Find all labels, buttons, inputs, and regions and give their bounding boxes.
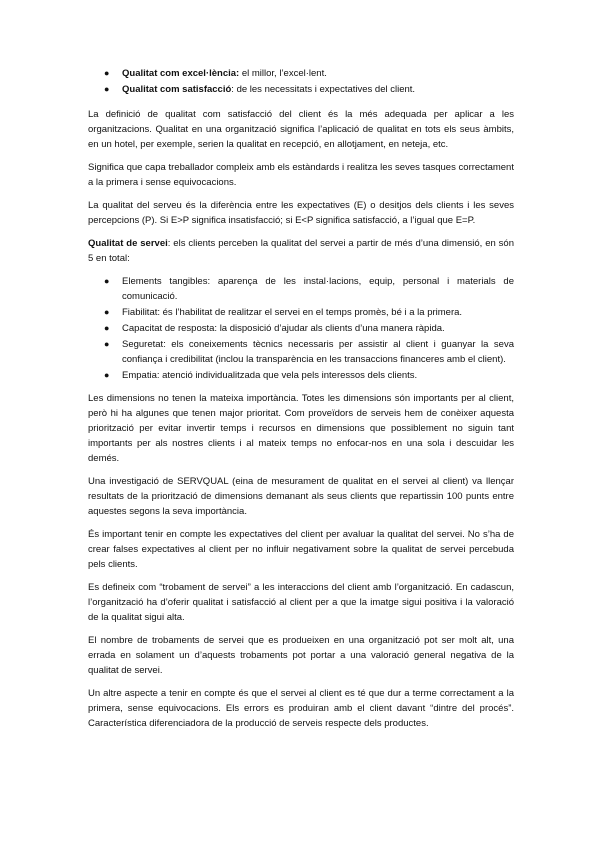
bullet-icon: ● bbox=[104, 307, 110, 317]
bullet-icon: ● bbox=[104, 323, 110, 333]
list-item-text: Elements tangibles: aparença de les instal·lacions, equip, personal i materials de comunicació. bbox=[122, 276, 514, 302]
list-item bbox=[104, 66, 514, 81]
paragraph-text: : els clients perceben la qualitat del servei a partir de més d’una dimensió, en són 5 en total: bbox=[88, 238, 514, 264]
list-item-text: Empatia: atenció individualitzada que vela pels interessos dels clients. bbox=[122, 370, 418, 381]
list-item bbox=[104, 321, 514, 336]
paragraph: Significa que capa treballador compleix amb els estàndards i realitza les seves tasques correctament a la primera i sense equivocacions. bbox=[88, 162, 514, 188]
paragraph: La definició de qualitat com satisfacció del client és la més adequada per aplicar a les organitzacions. Qualitat en una organització significa l’aplicació de qualitat en tots els seus àmbits, en un hotel, per exemple, serien la qualitat en recepció, en allotjament, en neteja, etc. bbox=[88, 109, 514, 150]
bullet-icon: ● bbox=[104, 84, 110, 94]
paragraph-term: Qualitat de servei bbox=[88, 238, 168, 249]
list-item bbox=[104, 368, 514, 383]
list-item bbox=[104, 82, 514, 97]
quality-definitions-list bbox=[88, 66, 514, 97]
document-body bbox=[88, 66, 514, 731]
list-item-text: Seguretat: els coneixements tècnics necessaris per assistir al client i guanyar la seva confiança i credibilitat (inclou la transparència en les transaccions financeres amb el client). bbox=[122, 339, 514, 365]
bullet-icon: ● bbox=[104, 276, 110, 286]
bullet-icon: ● bbox=[104, 68, 110, 78]
paragraph: El nombre de trobaments de servei que es produeixen en una organització pot ser molt alt, una errada en solament un d’aquests trobaments pot portar a una valoració general negativa de la qualitat de servei. bbox=[88, 635, 514, 676]
paragraph: Les dimensions no tenen la mateixa importància. Totes les dimensions són importants per al client, però hi ha algunes que tenen major prioritat. Com proveïdors de serveis hem de conèixer aquesta priorització per evitar invertir temps i recursos en dimensions que possiblement no siguin tant importants per als nostres clients i al mateix temps no enfocar-nos en una sola i descuidar les demés. bbox=[88, 393, 514, 464]
bullet-icon: ● bbox=[104, 339, 110, 349]
paragraph: Es defineix com “trobament de servei” a les interaccions del client amb l’organització. En cadascun, l’organització ha d’oferir qualitat i satisfacció al client per a que la imatge sigui positiva i la valoració de la qualitat sigui alta. bbox=[88, 582, 514, 623]
list-item bbox=[104, 274, 514, 304]
list-item-text: : de les necessitats i expectatives del client. bbox=[231, 84, 416, 95]
paragraph: Una investigació de SERVQUAL (eina de mesurament de qualitat en el servei al client) va llençar resultats de la priorització de dimensions demanant als seus clients que repartissin 100 punts entre aquestes segons la seva importància. bbox=[88, 476, 514, 517]
paragraph: És important tenir en compte les expectatives del client per avaluar la qualitat del servei. No s’ha de crear falses expectatives al client per no influir negativament sobre la qualitat de servei percebuda pels clients. bbox=[88, 529, 514, 570]
list-item bbox=[104, 305, 514, 320]
list-item-text: el millor, l’excel·lent. bbox=[239, 68, 327, 79]
list-item-term: Qualitat com excel·lència: bbox=[122, 68, 240, 79]
paragraph: Un altre aspecte a tenir en compte és que el servei al client es té que dur a terme correctament a la primera, sense equivocacions. Els errors es produiran amb el client davant “dintre del procés”. Característica diferenciadora de la producció de serveis respecte dels productes. bbox=[88, 688, 514, 729]
list-item-text: Fiabilitat: és l’habilitat de realitzar el servei en el temps promès, bé i a la primera. bbox=[122, 307, 463, 318]
paragraph: La qualitat del serveu és la diferència entre les expectatives (E) o desitjos dels clients i les seves percepcions (P). Si E>P significa insatisfacció; si E<P significa satisfacció, a l’igual que E=P. bbox=[88, 200, 514, 226]
service-dimensions-list bbox=[88, 274, 514, 383]
list-item-text: Capacitat de resposta: la disposició d’ajudar als clients d’una manera ràpida. bbox=[122, 323, 445, 334]
paragraph bbox=[88, 236, 514, 266]
list-item-term: Qualitat com satisfacció bbox=[122, 84, 232, 95]
bullet-icon: ● bbox=[104, 370, 110, 380]
list-item bbox=[104, 337, 514, 367]
